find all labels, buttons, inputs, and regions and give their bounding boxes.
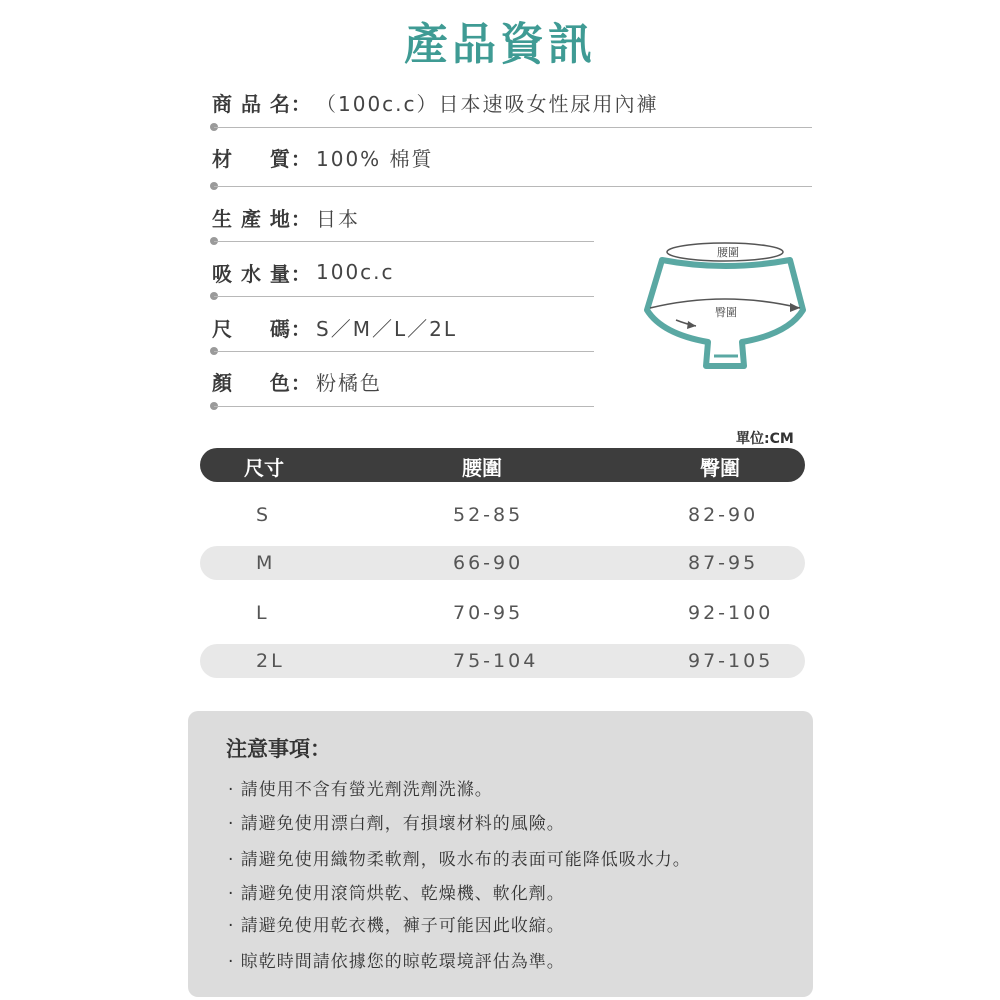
cell-hip: 97-105 — [688, 650, 774, 672]
info-row-product-name — [212, 87, 659, 117]
cell-hip: 87-95 — [688, 552, 759, 574]
cell-waist: 52-85 — [453, 504, 524, 526]
header-waist: 腰圍 — [462, 456, 502, 480]
cell-hip: 82-90 — [688, 504, 759, 526]
table-row — [200, 644, 805, 678]
page-title: 產品資訊 — [404, 19, 596, 70]
info-row-origin — [212, 202, 360, 232]
info-label: 尺 碼： — [212, 316, 312, 341]
cell-size: L — [256, 602, 270, 624]
hip-label: 臀圍 — [715, 306, 737, 319]
notice-item: · 請避免使用織物柔軟劑，吸水布的表面可能降低吸水力。 — [228, 850, 691, 870]
size-table-header — [200, 448, 805, 482]
cell-size: M — [256, 552, 276, 574]
info-value: 粉橘色 — [316, 370, 382, 395]
notice-item: · 請避免使用滾筒烘乾、乾燥機、軟化劑。 — [228, 884, 565, 904]
notice-item: · 請避免使用漂白劑，有損壞材料的風險。 — [228, 814, 565, 834]
info-value: S／M／L／2L — [316, 316, 457, 341]
info-row-absorbency — [212, 257, 395, 287]
info-row-sizes — [212, 312, 457, 342]
notice-item: · 晾乾時間請依據您的晾乾環境評估為準。 — [228, 952, 565, 972]
info-row-color — [212, 366, 382, 396]
unit-label: 單位:CM — [736, 431, 794, 447]
care-notice-box — [188, 711, 813, 997]
divider-line — [214, 406, 594, 407]
info-label: 生 產 地： — [212, 206, 312, 231]
divider-line — [214, 186, 812, 187]
info-row-material — [212, 142, 434, 172]
info-value: 100% 棉質 — [316, 146, 434, 171]
info-label: 顏 色： — [212, 370, 312, 395]
notice-item: · 請避免使用乾衣機，褲子可能因此收縮。 — [228, 916, 565, 936]
info-label: 商 品 名： — [212, 91, 312, 116]
header-hip: 臀圍 — [700, 456, 740, 480]
cell-hip: 92-100 — [688, 602, 774, 624]
divider-line — [214, 351, 594, 352]
header-size: 尺寸 — [244, 456, 284, 480]
underwear-measurement-diagram — [640, 238, 810, 378]
cell-waist: 70-95 — [453, 602, 524, 624]
divider-line — [214, 241, 594, 242]
notice-title: 注意事項： — [226, 737, 331, 761]
info-label: 材 質： — [212, 146, 312, 171]
table-row — [200, 596, 805, 630]
cell-waist: 75-104 — [453, 650, 539, 672]
table-row — [200, 498, 805, 532]
cell-size: 2L — [256, 650, 285, 672]
cell-waist: 66-90 — [453, 552, 524, 574]
cell-size: S — [256, 504, 272, 526]
table-row — [200, 546, 805, 580]
info-value: 日本 — [316, 206, 360, 231]
waist-label: 腰圍 — [717, 246, 739, 259]
info-value: （100c.c）日本速吸女性尿用內褲 — [316, 91, 659, 116]
divider-line — [214, 296, 594, 297]
info-value: 100c.c — [316, 260, 395, 284]
info-label: 吸 水 量： — [212, 261, 312, 286]
notice-item: · 請使用不含有螢光劑洗劑洗滌。 — [228, 780, 493, 800]
divider-line — [214, 127, 812, 128]
